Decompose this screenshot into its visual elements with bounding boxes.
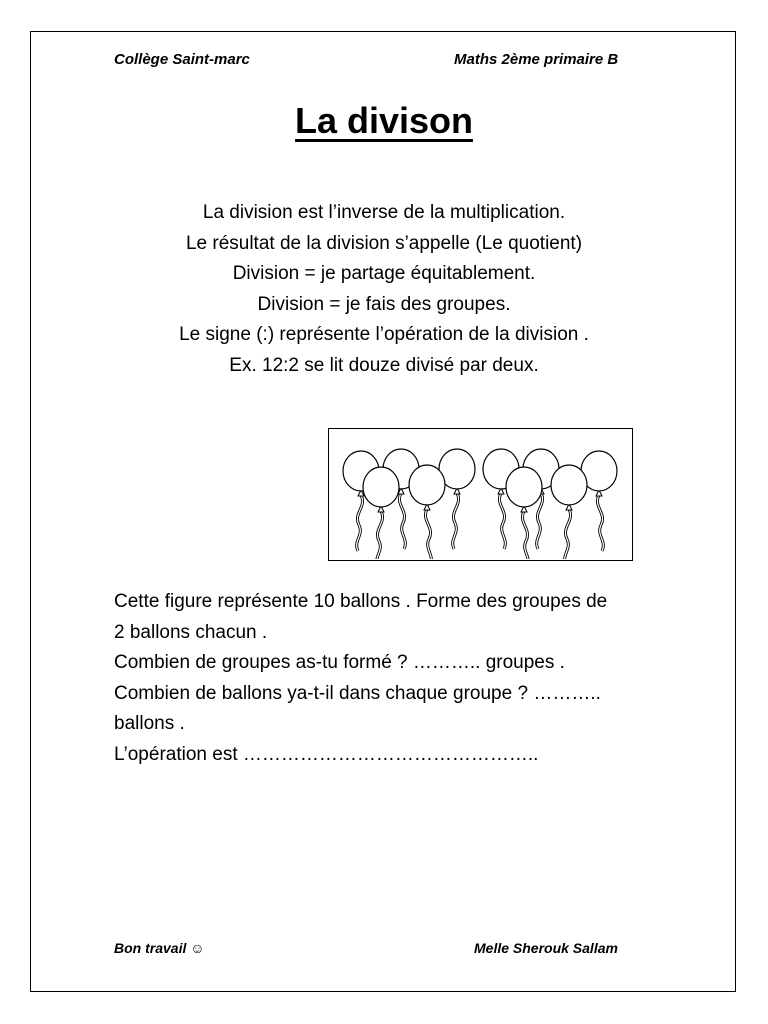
balloons-figure <box>328 428 633 561</box>
exercise-text <box>114 587 674 770</box>
exercise-line: 2 ballons chacun . <box>114 621 268 643</box>
class-name: Maths 2ème primaire B <box>454 51 619 68</box>
exercise-line: L’opération est ……………………………………….. <box>114 743 539 765</box>
intro-line: La division est l’inverse de la multiplication. <box>202 202 566 223</box>
balloon <box>581 451 617 551</box>
school-name: Collège Saint-marc <box>114 51 250 68</box>
intro-line: Division = je partage équitablement. <box>232 263 536 284</box>
balloons-illustration-icon <box>329 429 631 559</box>
exercise-line: Combien de ballons ya-t-il dans chaque groupe ? ……….. <box>114 682 601 704</box>
teacher-name: Melle Sherouk Sallam <box>474 940 618 956</box>
balloon <box>409 465 445 559</box>
intro-line: Le résultat de la division s’appelle (Le quotient) <box>185 232 583 254</box>
page-title <box>0 100 768 142</box>
exercise-line: Cette figure représente 10 ballons . Forme des groupes de <box>114 591 608 612</box>
footer-greeting: Bon travail ☺ <box>114 940 205 956</box>
balloon <box>551 465 587 559</box>
exercise-line: ballons . <box>114 713 185 734</box>
intro-line: Le signe (:) représente l’opération de la division . <box>179 324 589 345</box>
intro-line: Division = je fais des groupes. <box>257 293 511 315</box>
intro-line: Ex. 12:2 se lit douze divisé par deux. <box>229 354 539 376</box>
page-title-text: La divison <box>294 100 474 141</box>
intro-text <box>0 198 768 381</box>
exercise-line: Combien de groupes as-tu formé ? ……….. groupes . <box>114 652 565 673</box>
balloon <box>439 449 475 549</box>
balloon <box>363 467 399 559</box>
